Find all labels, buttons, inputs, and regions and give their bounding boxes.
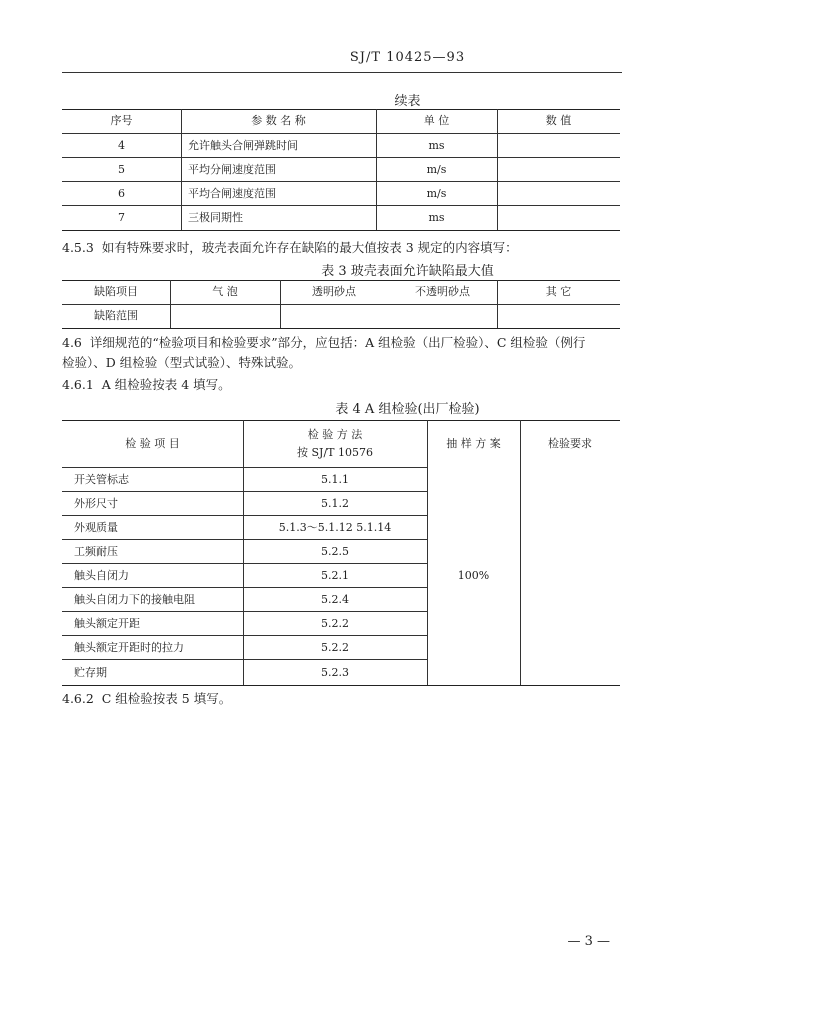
col-header-bubble: 气 泡 bbox=[212, 285, 238, 298]
table4-title: 表 4 A 组检验(出厂检验) bbox=[335, 402, 480, 417]
col-header-unit: 单 位 bbox=[423, 114, 450, 127]
col-header-item: 检 验 项 目 bbox=[125, 437, 180, 450]
col-header-requirement: 检验要求 bbox=[548, 437, 592, 450]
paragraph-4-6-2: 4.6.2 C 组检验按表 5 填写。 bbox=[62, 691, 232, 706]
col-header-method: 检 验 方 法 bbox=[307, 428, 363, 441]
page-number: — 3 — bbox=[567, 934, 610, 949]
col-header-param: 参 数 名 称 bbox=[251, 114, 306, 127]
col-header-transparent: 透明砂点 bbox=[312, 285, 356, 298]
col-header-opaque: 不透明砂点 bbox=[415, 285, 470, 298]
header-rule bbox=[62, 72, 622, 73]
col-header-method-standard: 按 SJ/T 10576 bbox=[297, 446, 373, 459]
document-code: SJ/T 10425—93 bbox=[349, 50, 466, 65]
paragraph-4-6: 4.6 详细规范的“检验项目和检验要求”部分，应包括：A 组检验（出厂检验）、C 组检验（例行 检验）、D 组检验（型式试验）、特殊试验。 bbox=[62, 335, 586, 370]
table3-title: 表 3 玻壳表面允许缺陷最大值 bbox=[321, 264, 494, 279]
col-header-seq: 序号 bbox=[110, 114, 133, 127]
table-cont-title: 续表 bbox=[394, 94, 421, 109]
paragraph-4-6-1: 4.6.1 A 组检验按表 4 填写。 bbox=[62, 377, 231, 392]
sampling-value: 100% bbox=[457, 569, 490, 582]
paragraph-4-5-3: 4.5.3 如有特殊要求时，玻壳表面允许存在缺陷的最大值按表 3 规定的内容填写： bbox=[62, 240, 518, 255]
col-header-value: 数 值 bbox=[545, 114, 572, 127]
row-label-range: 缺陷范围 bbox=[94, 309, 138, 322]
col-header-sampling: 抽 样 方 案 bbox=[446, 437, 501, 450]
col-header-other: 其 它 bbox=[545, 285, 572, 298]
col-header-defect: 缺陷项目 bbox=[94, 285, 138, 298]
